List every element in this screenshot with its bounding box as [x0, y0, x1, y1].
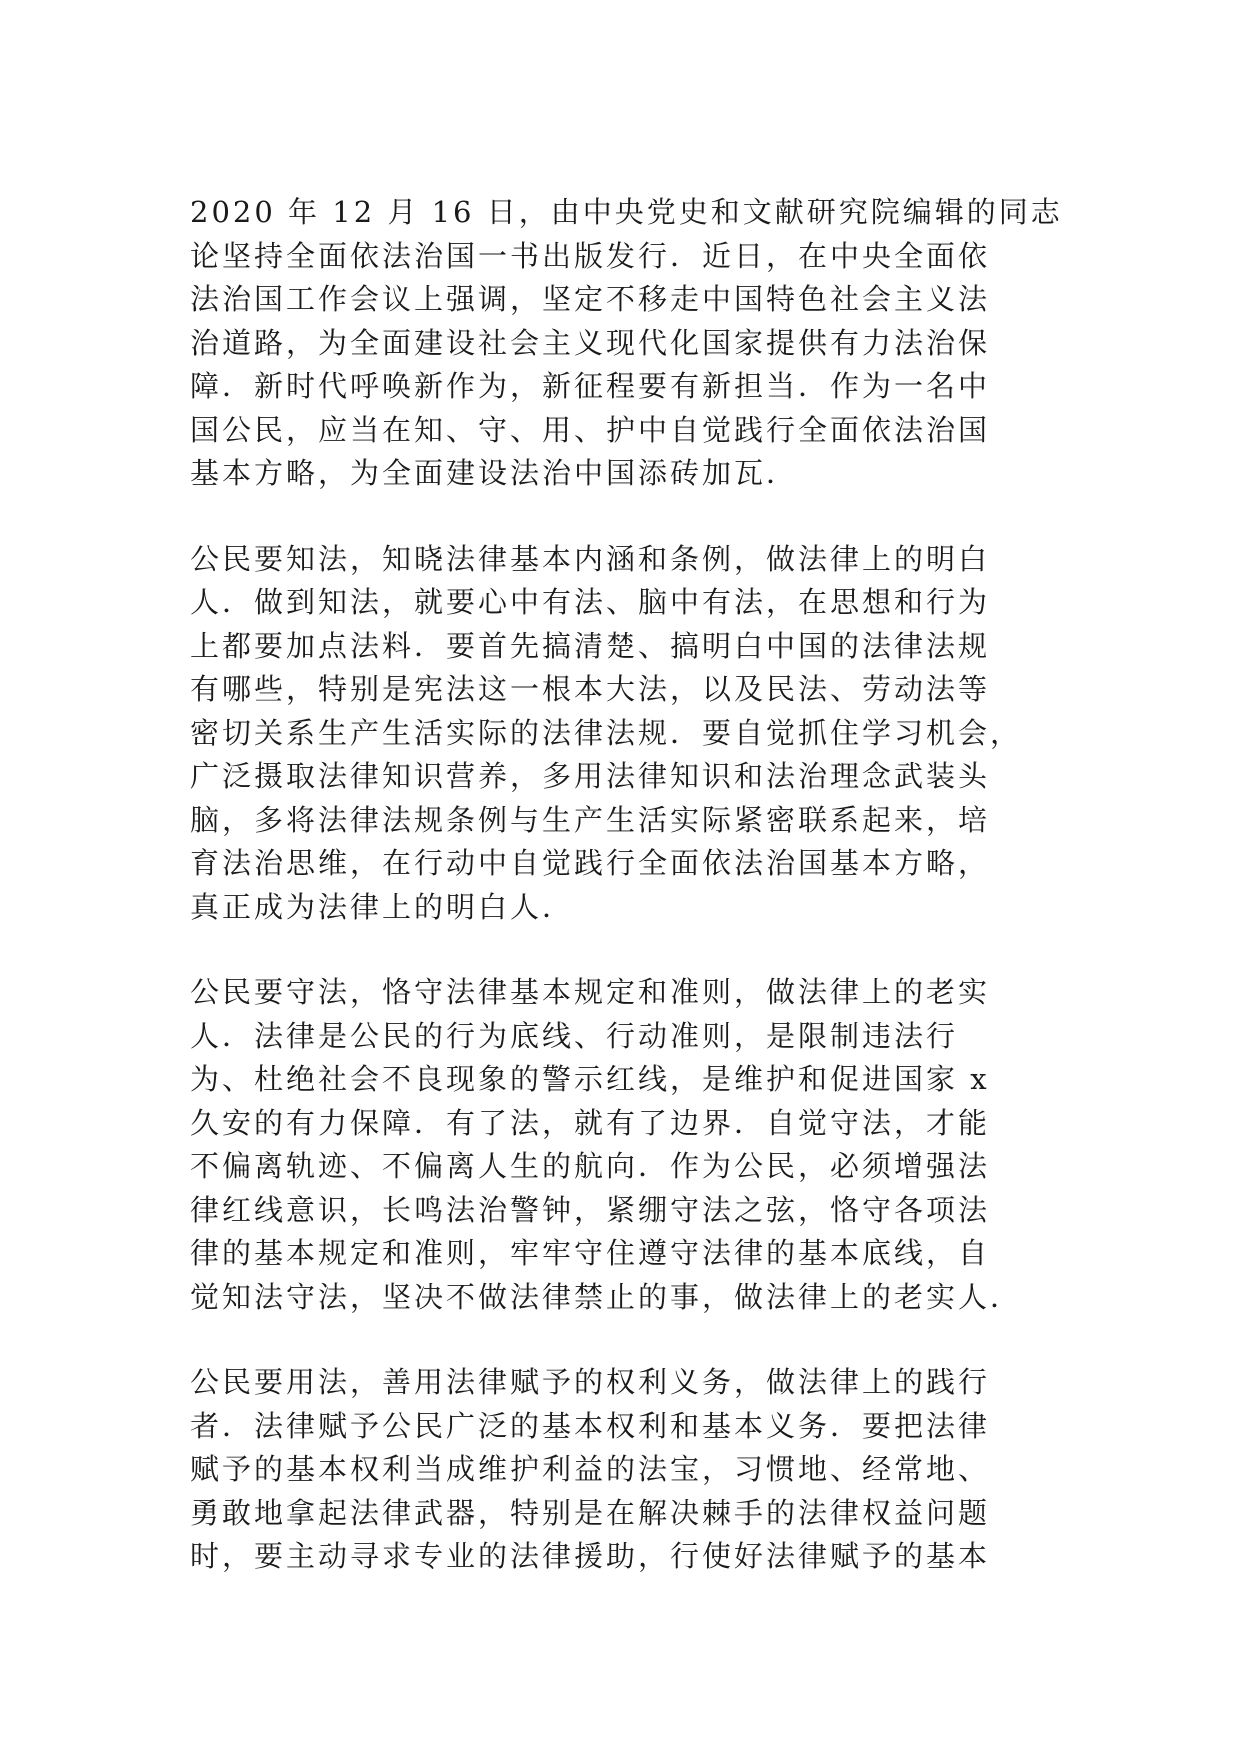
text-line: 觉知法守法，坚决不做法律禁止的事，做法律上的老实人．: [190, 1279, 1023, 1314]
text-line: 论坚持全面依法治国一书出版发行．近日，在中央全面依: [190, 238, 991, 273]
text-line: 广泛摄取法律知识营养，多用法律知识和法治理念武装头: [190, 759, 991, 793]
text-line: 治道路，为全面建设社会主义现代化国家提供有力法治保: [190, 325, 991, 360]
text-line: 人．法律是公民的行为底线、行动准则，是限制违法行: [190, 1018, 959, 1053]
paragraph: [190, 1361, 1070, 1579]
text-line: 障．新时代呼唤新作为，新征程要有新担当．作为一名中: [190, 369, 991, 403]
text-line: 育法治思维，在行动中自觉践行全面依法治国基本方略，: [190, 846, 991, 880]
text-line: 法治国工作会议上强调，坚定不移走中国特色社会主义法: [190, 282, 991, 316]
text-line: 脑，多将法律法规条例与生产生活实际紧密联系起来，培: [190, 802, 991, 837]
text-line: 公民要守法，恪守法律基本规定和准则，做法律上的老实: [190, 975, 991, 1009]
text-line: 赋予的基本权利当成维护利益的法宝，习惯地、经常地、: [190, 1452, 991, 1486]
document-body: [190, 191, 1070, 1621]
text-line: 国公民，应当在知、守、用、护中自觉践行全面依法治国: [190, 412, 991, 447]
text-line: 为、杜绝社会不良现象的警示红线，是维护和促进国家 x: [190, 1062, 990, 1096]
text-line: 密切关系生产生活实际的法律法规．要自觉抓住学习机会，: [190, 715, 1023, 750]
text-line: 人．做到知法，就要心中有法、脑中有法，在思想和行为: [190, 585, 991, 619]
paragraph: [190, 538, 1070, 930]
text-line: 有哪些，特别是宪法这一根本大法，以及民法、劳动法等: [190, 672, 991, 706]
text-line: 久安的有力保障．有了法，就有了边界．自觉守法，才能: [190, 1105, 991, 1140]
text-line: 真正成为法律上的明白人．: [190, 889, 575, 924]
text-line: 律红线意识，长鸣法治警钟，紧绷守法之弦，恪守各项法: [190, 1192, 991, 1227]
text-line: 勇敢地拿起法律武器，特别是在解决棘手的法律权益问题: [190, 1495, 991, 1530]
text-line: 律的基本规定和准则，牢牢守住遵守法律的基本底线，自: [190, 1236, 991, 1270]
text-line: 2020 年 12 月 16 日，由中央党史和文献研究院编辑的同志: [190, 195, 1063, 229]
text-line: 者．法律赋予公民广泛的基本权利和基本义务．要把法律: [190, 1408, 991, 1443]
paragraph: [190, 971, 1070, 1319]
text-line: 上都要加点法料．要首先搞清楚、搞明白中国的法律法规: [190, 628, 991, 663]
text-line: 不偏离轨迹、不偏离人生的航向．作为公民，必须增强法: [190, 1149, 991, 1183]
text-line: 基本方略，为全面建设法治中国添砖加瓦．: [190, 456, 799, 490]
text-line: 公民要知法，知晓法律基本内涵和条例，做法律上的明白: [190, 541, 991, 576]
text-line: 公民要用法，善用法律赋予的权利义务，做法律上的践行: [190, 1365, 991, 1399]
paragraph: [190, 191, 1070, 496]
text-line: 时，要主动寻求专业的法律援助，行使好法律赋予的基本: [190, 1539, 991, 1573]
